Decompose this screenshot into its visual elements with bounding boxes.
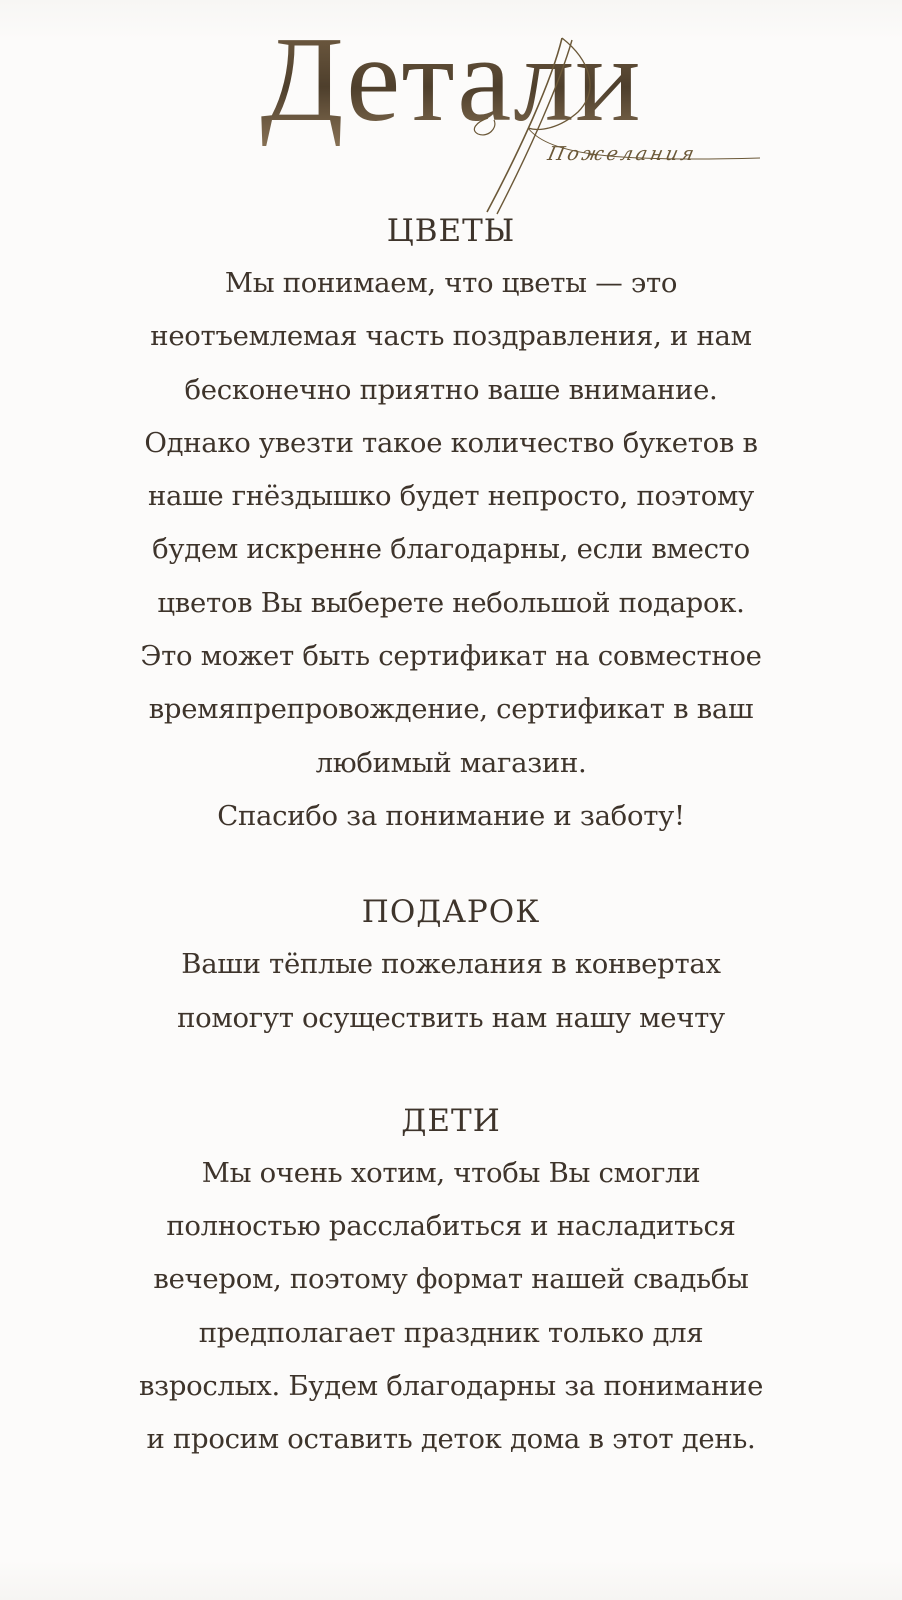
- section-line: времяпрепровождение, сертификат в ваш: [148, 693, 754, 726]
- section-line: Ваши тёплые пожелания в конвертах: [181, 948, 721, 981]
- section-line: и просим оставить деток дома в этот день.: [146, 1423, 756, 1456]
- page-title: Детали: [0, 10, 902, 150]
- section-heading: ЦВЕТЫ: [386, 213, 516, 249]
- section-line: Это может быть сертификат на совместное: [140, 640, 762, 673]
- section-line: взрослых. Будем благодарны за понимание: [138, 1370, 764, 1403]
- section-heading: ДЕТИ: [401, 1102, 501, 1139]
- header: [0, 0, 902, 210]
- section-line: предполагает праздник только для: [198, 1316, 704, 1349]
- section-children: [60, 1095, 842, 1467]
- section-flowers: [60, 205, 842, 843]
- section-spacer: [60, 843, 842, 886]
- details-content: [60, 205, 842, 1467]
- section-line: полностью расслабиться и насладиться: [166, 1210, 736, 1243]
- section-line: Мы очень хотим, чтобы Вы смогли: [201, 1156, 701, 1189]
- section-spacer: [60, 1045, 842, 1095]
- section-line: наше гнёздышко будет непросто, поэтому: [147, 480, 755, 513]
- section-line: Спасибо за понимание и заботу!: [217, 799, 685, 832]
- section-line: бесконечно приятно ваше внимание.: [184, 373, 718, 406]
- section-line: вечером, поэтому формат нашей свадьбы: [153, 1263, 749, 1296]
- section-line: помогут осуществить нам нашу мечту: [177, 1001, 725, 1034]
- section-line: Мы понимаем, что цветы — это: [224, 267, 678, 299]
- section-line: любимый магазин.: [315, 746, 587, 779]
- section-line: неотъемлемая часть поздравления, и нам: [150, 320, 752, 353]
- section-heading: ПОДАРОК: [361, 894, 541, 931]
- section-line: Однако увезти такое количество букетов в: [144, 426, 758, 459]
- section-line: цветов Вы выберете небольшой подарок.: [157, 586, 745, 619]
- section-gift: [60, 886, 842, 1045]
- script-flourish-icon: [0, 0, 902, 230]
- section-line: будем искренне благодарны, если вместо: [152, 533, 750, 566]
- page-subtitle: Пожелания: [545, 143, 699, 165]
